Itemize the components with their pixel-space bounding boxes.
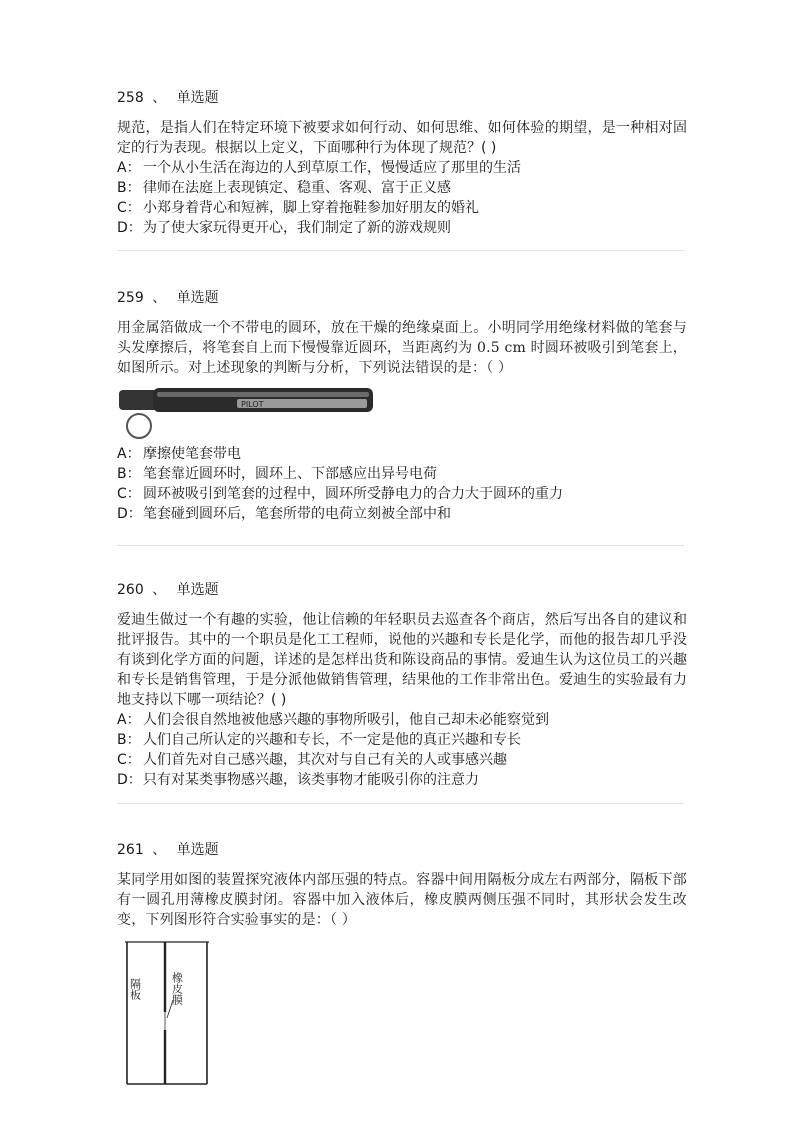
option-key: B： [117, 180, 141, 196]
option-key: D： [117, 220, 142, 236]
option-key: C： [117, 486, 141, 502]
question-header [117, 840, 687, 860]
option-key: B： [117, 732, 141, 748]
option-b[interactable] [117, 730, 687, 750]
question-header [117, 288, 687, 308]
option-text: 人们首先对自己感兴趣，其次对与自己有关的人或事感兴趣 [143, 752, 507, 768]
option-text: 人们自己所认定的兴趣和专长，不一定是他的真正兴趣和专长 [143, 732, 521, 748]
option-d[interactable] [117, 770, 687, 790]
container-figure [117, 938, 217, 1088]
question-number: 261 [117, 842, 144, 858]
option-text: 小郑身着背心和短裤，脚上穿着拖鞋参加好朋友的婚礼 [143, 200, 479, 216]
option-key: D： [117, 506, 142, 522]
question-stem: 某同学用如图的装置探究液体内部压强的特点。容器中间用隔板分成左右两部分，隔板下部有一圆孔用薄橡皮膜封闭。容器中加入液体后，橡皮膜两侧压强不同时，其形状会发生改变，下列图形符合实验事实的是：（ ） [117, 872, 687, 928]
option-a[interactable] [117, 444, 687, 464]
question-type: 单选题 [176, 90, 219, 106]
option-key: A： [117, 160, 141, 176]
question-258 [117, 88, 687, 238]
question-number: 258 [117, 90, 144, 106]
question-type: 单选题 [176, 842, 219, 858]
option-b[interactable] [117, 464, 687, 484]
option-d[interactable] [117, 218, 687, 238]
separator: 、 [152, 842, 167, 858]
separator: 、 [152, 582, 167, 598]
option-text: 为了使大家玩得更开心，我们制定了新的游戏规则 [143, 220, 451, 236]
option-key: C： [117, 200, 141, 216]
partition-label: 隔板 [128, 978, 142, 1000]
question-stem: 用金属箔做成一个不带电的圆环，放在干燥的绝缘桌面上。小明同学用绝缘材料做的笔套与头发摩擦后，将笔套自上而下慢慢靠近圆环，当距离约为 0.5 cm 时圆环被吸引到笔套上，如图所示。对上述现象的判断与分析，下列说法错误的是：（ ） [117, 320, 687, 376]
separator: 、 [152, 90, 167, 106]
option-d[interactable] [117, 504, 687, 524]
question-number: 260 [117, 582, 144, 598]
question-header [117, 88, 687, 108]
option-c[interactable] [117, 198, 687, 218]
question-divider [117, 803, 684, 804]
option-text: 人们会很自然地被他感兴趣的事物所吸引，他自己却未必能察觉到 [143, 712, 549, 728]
option-b[interactable] [117, 178, 687, 198]
question-259 [117, 288, 687, 524]
option-text: 笔套靠近圆环时，圆环上、下部感应出异号电荷 [143, 466, 437, 482]
option-key: C： [117, 752, 141, 768]
pen-ring-figure [117, 384, 377, 444]
question-261 [117, 840, 687, 1088]
option-text: 一个从小生活在海边的人到草原工作，慢慢适应了那里的生活 [143, 160, 521, 176]
question-260 [117, 580, 687, 790]
question-type: 单选题 [176, 290, 219, 306]
option-c[interactable] [117, 484, 687, 504]
question-stem: 爱迪生做过一个有趣的实验，他让信赖的年轻职员去巡查各个商店，然后写出各自的建议和批评报告。其中的一个职员是化工工程师，说他的兴趣和专长是化学，而他的报告却几乎没有谈到化学方面的问题，详述的是怎样出货和陈设商品的事情。爱迪生认为这位员工的兴趣和专长是销售管理，于是分派他做销售管理，结果他的工作非常出色。爱迪生的实验最有力地支持以下哪一项结论？( ) [117, 612, 687, 708]
option-c[interactable] [117, 750, 687, 770]
pen-highlight [157, 392, 369, 397]
option-key: A： [117, 446, 141, 462]
option-text: 摩擦使笔套带电 [143, 446, 241, 462]
question-type: 单选题 [176, 582, 219, 598]
question-number: 259 [117, 290, 144, 306]
option-text: 只有对某类事物感兴趣，该类事物才能吸引你的注意力 [143, 772, 479, 788]
question-divider [117, 545, 684, 546]
option-key: A： [117, 712, 141, 728]
option-text: 圆环被吸引到笔套的过程中，圆环所受静电力的合力大于圆环的重力 [143, 486, 563, 502]
pen-brand-text: PILOT [241, 400, 264, 409]
membrane-label: 橡皮膜 [170, 972, 184, 1005]
option-key: D： [117, 772, 142, 788]
separator: 、 [152, 290, 167, 306]
foil-ring [127, 414, 151, 438]
container-partition-diagram [117, 938, 217, 1088]
option-key: B： [117, 466, 141, 482]
question-stem: 规范，是指人们在特定环境下被要求如何行动、如何思维、如何体验的期望，是一种相对固定的行为表现。根据以上定义，下面哪种行为体现了规范？( ) [117, 120, 687, 156]
option-text: 笔套碰到圆环后，笔套所带的电荷立刻被全部中和 [143, 506, 451, 522]
question-header [117, 580, 687, 600]
question-divider [117, 250, 684, 251]
pen-ring-illustration [117, 384, 377, 444]
option-a[interactable] [117, 158, 687, 178]
option-text: 律师在法庭上表现镇定、稳重、客观、富于正义感 [143, 180, 451, 196]
option-a[interactable] [117, 710, 687, 730]
